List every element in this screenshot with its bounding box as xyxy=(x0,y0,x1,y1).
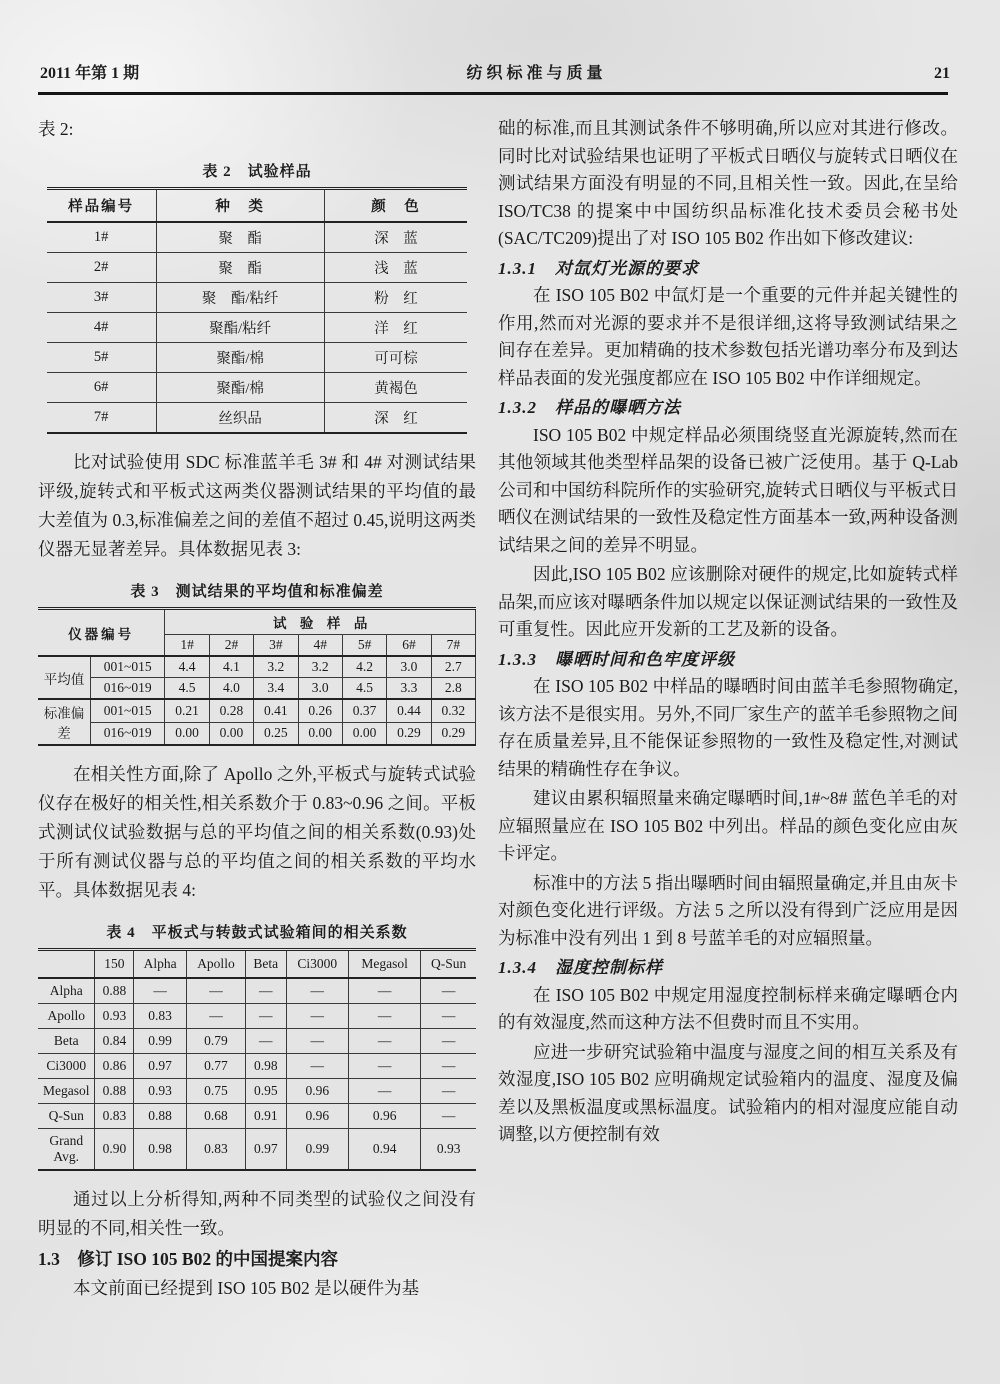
cell: 3# xyxy=(93,289,109,305)
cell: 0.93 xyxy=(134,1079,187,1104)
corner-header: 仪器编号 xyxy=(38,609,165,657)
cell: — xyxy=(134,978,187,1004)
cell: 0.83 xyxy=(134,1004,187,1029)
paragraph-exposure-method-1: ISO 105 B02 中规定样品必须围绕竖直光源旋转,然而在其他领域其他类型样品架的设备已被广泛使用。基于 Q-Lab 公司和中国纺科院所作的实验研究,旋转式日晒仪与平板式日晒仪在测试结果的一致性及稳定性方面基本一致,两种设备测试结果之间的差异不明显。 xyxy=(498,424,958,555)
cell: — xyxy=(421,978,476,1004)
cell: 2.7 xyxy=(431,656,475,678)
cell: 0.88 xyxy=(134,1104,187,1129)
cell: 0.75 xyxy=(186,1079,245,1104)
cell: 4.4 xyxy=(165,656,209,678)
cell: 0.37 xyxy=(342,699,386,722)
corner-header xyxy=(38,950,95,979)
cell: — xyxy=(286,1004,348,1029)
column-header: 3# xyxy=(254,635,298,657)
page-header xyxy=(0,0,1000,83)
table-row xyxy=(38,722,476,745)
cell: 0.21 xyxy=(165,699,209,722)
cell: 0.83 xyxy=(95,1104,134,1129)
cell: 0.96 xyxy=(286,1079,348,1104)
row-label: Q-Sun xyxy=(38,1104,95,1129)
table-row xyxy=(47,283,467,313)
cell: 0.96 xyxy=(349,1104,421,1129)
row-label: Beta xyxy=(38,1029,95,1054)
cell: 3.2 xyxy=(254,656,298,678)
table4-correlation-coefficients xyxy=(38,948,476,1171)
cell: 聚 酯 xyxy=(156,222,324,253)
table-row xyxy=(38,1104,476,1129)
table3-caption: 表 3 测试结果的平均值和标准偏差 xyxy=(130,584,384,600)
table-header-row xyxy=(47,189,467,223)
section-heading-1-3: 1.3 修订 ISO 105 B02 的中国提案内容 xyxy=(38,1249,338,1269)
cell: — xyxy=(421,1004,476,1029)
table-row xyxy=(47,373,467,403)
table2-reference-line: 表 2: xyxy=(38,119,74,139)
cell: — xyxy=(349,1054,421,1079)
cell: 4.5 xyxy=(165,678,209,700)
column-header: 1# xyxy=(165,635,209,657)
table-row xyxy=(38,1079,476,1104)
cell: 4.0 xyxy=(209,678,253,700)
cell: 黄褐色 xyxy=(324,373,467,403)
column-header: Ci3000 xyxy=(286,950,348,979)
cell: 可可棕 xyxy=(324,343,467,373)
table-row xyxy=(47,343,467,373)
table-row xyxy=(38,699,476,722)
cell: 浅 蓝 xyxy=(324,253,467,283)
paragraph-sdc-comparison: 比对试验使用 SDC 标准蓝羊毛 3# 和 4# 对测试结果评级,旋转式和平板式这两类仪器测试结果的平均值的最大差值为 0.3,标准偏差之间的差值不超过 0.45,说明这两类仪器无显著差异。具体数据见表 3: xyxy=(38,452,476,559)
cell: — xyxy=(421,1029,476,1054)
column-header: Beta xyxy=(246,950,287,979)
subsection-heading-1-3-3: 1.3.3 曝晒时间和色牢度评级 xyxy=(498,649,735,669)
cell: 洋 红 xyxy=(324,313,467,343)
paragraph-section-start: 本文前面已经提到 ISO 105 B02 是以硬件为基 xyxy=(73,1278,420,1298)
row-label: Megasol xyxy=(38,1079,95,1104)
cell: — xyxy=(186,978,245,1004)
cell: 聚酯/棉 xyxy=(156,373,324,403)
column-header: 7# xyxy=(431,635,475,657)
cell: 深 蓝 xyxy=(324,222,467,253)
cell: 5# xyxy=(93,349,109,365)
right-column xyxy=(498,115,958,1305)
cell: — xyxy=(349,1029,421,1054)
cell: 聚酯/粘纤 xyxy=(156,313,324,343)
row-label: Alpha xyxy=(38,978,95,1004)
cell: 丝织品 xyxy=(156,403,324,434)
cell: 0.96 xyxy=(286,1104,348,1129)
column-header: Apollo xyxy=(186,950,245,979)
cell: 7# xyxy=(93,409,109,425)
cell: — xyxy=(246,1004,287,1029)
cell: — xyxy=(421,1054,476,1079)
cell: 0.93 xyxy=(95,1004,134,1029)
cell: 0.84 xyxy=(95,1029,134,1054)
cell: 0.97 xyxy=(246,1129,287,1171)
cell: — xyxy=(286,978,348,1004)
table-row xyxy=(38,1054,476,1079)
cell: 0.79 xyxy=(186,1029,245,1054)
subsection-heading-1-3-2: 1.3.2 样品的曝晒方法 xyxy=(498,398,681,417)
cell: 0.98 xyxy=(134,1129,187,1171)
cell: 0.00 xyxy=(165,722,209,745)
paragraph-conclusion: 通过以上分析得知,两种不同类型的试验仪之间没有明显的不同,相关性一致。 xyxy=(38,1189,476,1238)
cell: 001~015 xyxy=(91,656,165,678)
cell: 0.88 xyxy=(95,1079,134,1104)
cell: 0.26 xyxy=(298,699,342,722)
column-header: 2# xyxy=(209,635,253,657)
paragraph-exposure-time-3: 标准中的方法 5 指出曝晒时间由辐照量确定,并且由灰卡对颜色变化进行评级。方法 5 之所以没有得到广泛应用是因为标准中没有列出 1 到 8 号蓝羊毛的对应辐照量。 xyxy=(498,872,958,948)
cell: — xyxy=(349,978,421,1004)
paragraph-continuation: 础的标准,而且其测试条件不够明确,所以应对其进行修改。同时比对试验结果也证明了平板式日晒仪与旋转式日晒仪在测试结果方面没有明显的不同,且相关性一致。因此,在呈给 ISO/TC38 的提案中中国纺织品标准化技术委员会秘书处(SAC/TC209)提出了对 ISO 105 B02 作出如下修改建议: xyxy=(498,118,958,248)
cell: 0.91 xyxy=(246,1104,287,1129)
column-header: 150 xyxy=(95,950,134,979)
cell: 2.8 xyxy=(431,678,475,700)
cell: 0.88 xyxy=(95,978,134,1004)
cell: 粉 红 xyxy=(324,283,467,313)
cell: 0.29 xyxy=(431,722,475,745)
cell: 0.97 xyxy=(134,1054,187,1079)
cell: 聚 酯 xyxy=(156,253,324,283)
column-header: 样品编号 xyxy=(68,199,135,215)
table-row xyxy=(47,313,467,343)
table2-test-samples xyxy=(47,187,467,434)
left-column xyxy=(38,115,476,1305)
cell: 0.00 xyxy=(342,722,386,745)
cell: — xyxy=(286,1029,348,1054)
row-group-label: 平均值 xyxy=(38,656,91,699)
header-rule xyxy=(38,92,948,95)
table-row xyxy=(47,253,467,283)
row-label: Ci3000 xyxy=(38,1054,95,1079)
page-number: 21 xyxy=(933,65,950,82)
table-row xyxy=(38,656,476,678)
cell: 聚 酯/粘纤 xyxy=(156,283,324,313)
cell: — xyxy=(186,1004,245,1029)
column-header: 6# xyxy=(387,635,431,657)
cell: 0.25 xyxy=(254,722,298,745)
table4-caption: 表 4 平板式与转鼓式试验箱间的相关系数 xyxy=(106,925,408,941)
cell: 聚酯/棉 xyxy=(156,343,324,373)
two-column-body xyxy=(38,115,958,1305)
subsection-heading-1-3-1: 1.3.1 对氙灯光源的要求 xyxy=(498,258,699,278)
journal-title: 纺织标准与质量 xyxy=(466,65,607,82)
cell: 4# xyxy=(93,319,109,335)
row-group-label: 标准偏差 xyxy=(38,699,91,745)
cell: 4.1 xyxy=(209,656,253,678)
column-header: Megasol xyxy=(349,950,421,979)
cell: 3.3 xyxy=(387,678,431,700)
cell: 0.90 xyxy=(95,1129,134,1171)
cell: — xyxy=(421,1079,476,1104)
cell: — xyxy=(349,1004,421,1029)
cell: 4.5 xyxy=(342,678,386,700)
table-row xyxy=(38,1004,476,1029)
cell: 0.94 xyxy=(349,1129,421,1171)
table-row xyxy=(38,978,476,1004)
cell: 1# xyxy=(93,229,109,245)
column-header: Q-Sun xyxy=(421,950,476,979)
cell: 6# xyxy=(93,379,109,395)
cell: 3.0 xyxy=(298,678,342,700)
cell: 0.00 xyxy=(298,722,342,745)
table-row xyxy=(38,1029,476,1054)
row-label: Apollo xyxy=(38,1004,95,1029)
cell: 0.68 xyxy=(186,1104,245,1129)
cell: 0.77 xyxy=(186,1054,245,1079)
cell: 0.29 xyxy=(387,722,431,745)
cell: 0.95 xyxy=(246,1079,287,1104)
cell: — xyxy=(349,1079,421,1104)
column-header: Alpha xyxy=(134,950,187,979)
cell: — xyxy=(421,1104,476,1129)
cell: 3.0 xyxy=(387,656,431,678)
table-row xyxy=(38,678,476,700)
paragraph-correlation: 在相关性方面,除了 Apollo 之外,平板式与旋转式试验仪存在极好的相关性,相关系数介于 0.83~0.96 之间。平板式测试仪试验数据与总的平均值之间的相关系数(0.93)处于所有测试仪器与总的平均值之间的相关系数的平均水平。具体数据见表 4: xyxy=(38,764,476,900)
cell: — xyxy=(246,1029,287,1054)
table-row xyxy=(38,1129,476,1171)
cell: 2# xyxy=(93,259,109,275)
cell: 016~019 xyxy=(91,678,165,700)
cell: — xyxy=(246,978,287,1004)
paragraph-exposure-time-2: 建议由累积辐照量来确定曝晒时间,1#~8# 蓝色羊毛的对应辐照量应在 ISO 105 B02 中列出。样品的颜色变化应由灰卡评定。 xyxy=(498,788,958,863)
cell: 深 红 xyxy=(324,403,467,434)
cell: 0.41 xyxy=(254,699,298,722)
row-label: Grand Avg. xyxy=(38,1129,95,1171)
table-header-row xyxy=(38,950,476,979)
cell: 4.2 xyxy=(342,656,386,678)
table-header-row xyxy=(38,609,476,635)
cell: 001~015 xyxy=(91,699,165,722)
cell: 0.44 xyxy=(387,699,431,722)
cell: 0.28 xyxy=(209,699,253,722)
paragraph-humidity-1: 在 ISO 105 B02 中规定用湿度控制标样来确定曝晒仓内的有效湿度,然而这种方法不但费时而且不实用。 xyxy=(498,984,958,1032)
table2-caption: 表 2 试验样品 xyxy=(202,164,312,180)
cell: 0.93 xyxy=(421,1129,476,1171)
cell: 0.00 xyxy=(209,722,253,745)
table-row xyxy=(47,403,467,434)
group-header: 试 验 样 品 xyxy=(165,609,476,635)
cell: 016~019 xyxy=(91,722,165,745)
paragraph-humidity-2: 应进一步研究试验箱中温度与湿度之间的相互关系及有效湿度,ISO 105 B02 应明确规定试验箱内的温度、湿度及偏差以及黑板温度或黑标温度。试验箱内的相对湿度应能自动调整,以方便控制有效 xyxy=(498,1041,958,1144)
cell: 0.86 xyxy=(95,1054,134,1079)
cell: 0.98 xyxy=(246,1054,287,1079)
paragraph-exposure-method-2: 因此,ISO 105 B02 应该删除对硬件的规定,比如旋转式样品架,而应该对曝晒条件加以规定以保证测试结果的一致性及可重复性。因此应开发新的工艺及新的设备。 xyxy=(498,564,958,639)
table-row xyxy=(47,222,467,253)
cell: 0.32 xyxy=(431,699,475,722)
cell: 0.99 xyxy=(286,1129,348,1171)
issue-label: 2011 年第 1 期 xyxy=(40,65,140,82)
subsection-heading-1-3-4: 1.3.4 湿度控制标样 xyxy=(498,958,663,977)
paragraph-exposure-time-1: 在 ISO 105 B02 中样品的曝晒时间由蓝羊毛参照物确定,该方法不是很实用。另外,不同厂家生产的蓝羊毛参照物之间存在质量差异,且不能保证参照物的一致性及稳定性,对测试结果的精确性存在争议。 xyxy=(498,676,958,779)
cell: 3.2 xyxy=(298,656,342,678)
table3-mean-stddev xyxy=(38,607,476,746)
cell: — xyxy=(286,1054,348,1079)
column-header: 4# xyxy=(298,635,342,657)
column-header: 5# xyxy=(342,635,386,657)
column-header: 颜 色 xyxy=(324,189,467,223)
cell: 3.4 xyxy=(254,678,298,700)
cell: 0.99 xyxy=(134,1029,187,1054)
paragraph-xenon-lamp: 在 ISO 105 B02 中氙灯是一个重要的元件并起关键性的作用,然而对光源的要求并不是很详细,这将导致测试结果之间存在差异。更加精确的技术参数包括光谱功率分布及到达样品表面的发光强度都应在 ISO 105 B02 中作详细规定。 xyxy=(498,285,958,388)
column-header: 种 类 xyxy=(156,189,324,223)
cell: 0.83 xyxy=(186,1129,245,1171)
